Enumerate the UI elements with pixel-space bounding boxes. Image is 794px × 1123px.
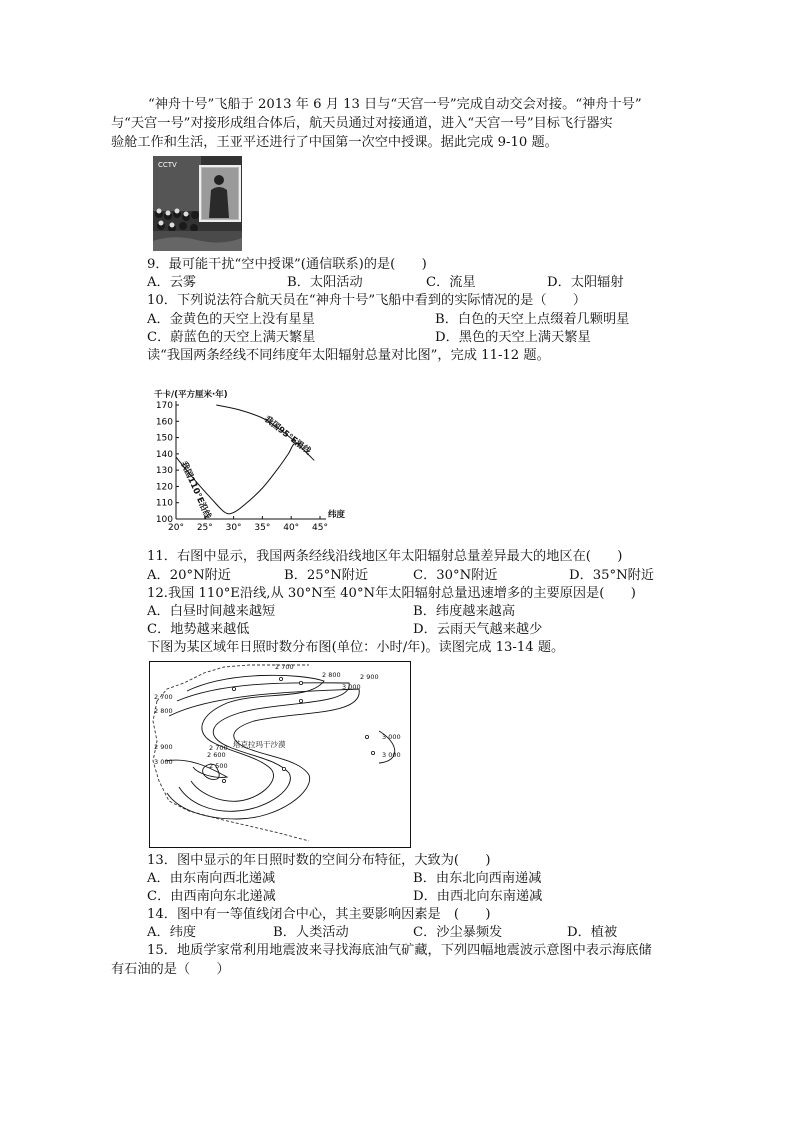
series-110e-label: 我国110°E沿线 bbox=[178, 460, 213, 521]
tv-screen-illustration bbox=[153, 156, 242, 251]
q9-option-d: D．太阳辐射 bbox=[547, 275, 624, 290]
q9-option-b: B．太阳活动 bbox=[287, 275, 363, 290]
label-2800-west: 2 800 bbox=[154, 707, 173, 715]
intro-line-1: “神舟十号”飞船于 2013 年 6 月 13 日与“天宫一号”完成自动交会对接。“神舟十号” bbox=[148, 97, 642, 112]
q15-line-2: 有石油的是（ ） bbox=[111, 962, 230, 977]
x-tick-label: 35° bbox=[254, 523, 271, 533]
q9-stem: 9．最可能干扰“空中授课”(通信联系)的是( ) bbox=[147, 257, 427, 272]
label-2900-top: 2 900 bbox=[360, 673, 379, 681]
q9-option-c: C．流星 bbox=[426, 275, 476, 290]
q11-option-c: C．30°N附近 bbox=[413, 568, 498, 583]
map-frame bbox=[150, 662, 411, 848]
cctv-logo: CCTV bbox=[158, 161, 177, 169]
lead-13-14: 下图为某区域年日照时数分布图(单位：小时/年)。读图完成 13-14 题。 bbox=[147, 640, 565, 655]
y-tick-label: 100 bbox=[155, 515, 173, 525]
series-95e-line bbox=[216, 405, 314, 460]
q10-option-a: A．金黄色的天空上没有星星 bbox=[147, 312, 315, 327]
q12-option-c: C．地势越来越低 bbox=[147, 622, 250, 637]
q12-option-a: A．白昼时间越来越短 bbox=[147, 604, 276, 619]
q13-option-d: D．由西北向东南递减 bbox=[413, 889, 543, 904]
x-tick-label: 20° bbox=[168, 523, 184, 533]
y-tick-label: 120 bbox=[155, 482, 173, 493]
y-tick-label: 110 bbox=[155, 498, 173, 509]
q11-option-a: A．20°N附近 bbox=[147, 568, 231, 583]
y-tick-label: 130 bbox=[155, 466, 173, 477]
q15-line-1: 15．地质学家常利用地震波来寻找海底油气矿藏，下列四幅地震波示意图中表示海底储 bbox=[147, 943, 652, 958]
label-3000-top: 3 000 bbox=[342, 683, 361, 691]
sunshine-hours-map bbox=[149, 661, 411, 848]
label-2500-center: 2 500 bbox=[209, 762, 228, 770]
label-3000-west: 3 000 bbox=[154, 758, 173, 766]
q12-option-d: D．云雨天气越来越少 bbox=[413, 622, 543, 637]
label-2800-top: 2 800 bbox=[322, 671, 341, 679]
q10-stem: 10．下列说法符合航天员在“神舟十号”飞船中看到的实际情况的是（ ） bbox=[147, 293, 587, 308]
q11-stem: 11．右图中显示，我国两条经线沿线地区年太阳辐射总量差异最大的地区在( ) bbox=[147, 549, 623, 564]
q14-option-b: B．人类活动 bbox=[273, 925, 349, 940]
x-axis-label: 纬度 bbox=[328, 510, 346, 520]
q10-option-c: C．蔚蓝色的天空上满天繁星 bbox=[147, 330, 316, 345]
q14-option-d: D．植被 bbox=[567, 925, 618, 940]
q13-option-b: B．由东北向西南递减 bbox=[413, 871, 542, 886]
label-2600-center: 2 600 bbox=[207, 751, 226, 759]
label-2700-west: 2 700 bbox=[154, 693, 173, 701]
y-axis-label: 千卡/(平方厘米·年) bbox=[154, 390, 228, 400]
y-tick-label: 140 bbox=[155, 449, 173, 460]
q14-option-a: A．纬度 bbox=[147, 925, 197, 940]
x-tick-label: 45° bbox=[312, 523, 328, 533]
lead-11-12: 读“我国两条经线不同纬度年太阳辐射总量对比图”，完成 11-12 题。 bbox=[147, 348, 550, 363]
q14-option-c: C．沙尘暴频发 bbox=[413, 925, 503, 940]
desert-label: 塔克拉玛干沙漠 bbox=[233, 740, 286, 749]
q13-option-c: C．由西南向东北递减 bbox=[147, 889, 276, 904]
series-95e-label: 我国95°E沿线 bbox=[262, 414, 313, 457]
label-2700-center: 2 700 bbox=[209, 744, 228, 752]
q10-option-b: B．白色的天空上点缀着几颗明星 bbox=[435, 312, 630, 327]
intro-line-2: 与“天宫一号”对接形成组合体后，航天员通过对接通道，进入“天宫一号”目标飞行器实 bbox=[111, 116, 613, 131]
q12-option-b: B．纬度越来越高 bbox=[413, 604, 516, 619]
space-lecture-photo bbox=[153, 156, 242, 251]
intro-line-3: 验舱工作和生活，王亚平还进行了中国第一次空中授课。据此完成 9-10 题。 bbox=[111, 135, 558, 150]
q11-option-d: D．35°N附近 bbox=[569, 568, 655, 583]
label-2900-west: 2 900 bbox=[154, 743, 173, 751]
y-tick-label: 170 bbox=[155, 401, 173, 411]
label-3000-east: 3 000 bbox=[382, 733, 401, 741]
y-tick-label: 150 bbox=[155, 433, 173, 444]
q14-stem: 14．图中有一等值线闭合中心，其主要影响因素是 ( ) bbox=[147, 907, 491, 922]
q13-stem: 13．图中显示的年日照时数的空间分布特征，大致为( ) bbox=[147, 853, 491, 868]
q13-option-a: A．由东南向西北递减 bbox=[147, 871, 276, 886]
q11-option-b: B．25°N附近 bbox=[284, 568, 369, 583]
x-tick-label: 40° bbox=[283, 523, 300, 533]
x-tick-label: 30° bbox=[225, 523, 242, 533]
q12-stem: 12.我国 110°E沿线,从 30°N至 40°N年太阳辐射总量迅速增多的主要原因是( ) bbox=[147, 586, 636, 601]
y-tick-label: 160 bbox=[155, 417, 173, 428]
x-tick-label: 25° bbox=[196, 523, 213, 533]
label-3000-southeast: 3 000 bbox=[382, 751, 401, 759]
solar-radiation-chart bbox=[140, 385, 360, 535]
label-2700-top: 2 700 bbox=[275, 663, 294, 671]
q10-option-d: D．黑色的天空上满天繁星 bbox=[435, 330, 591, 345]
q9-option-a: A．云雾 bbox=[147, 275, 197, 290]
